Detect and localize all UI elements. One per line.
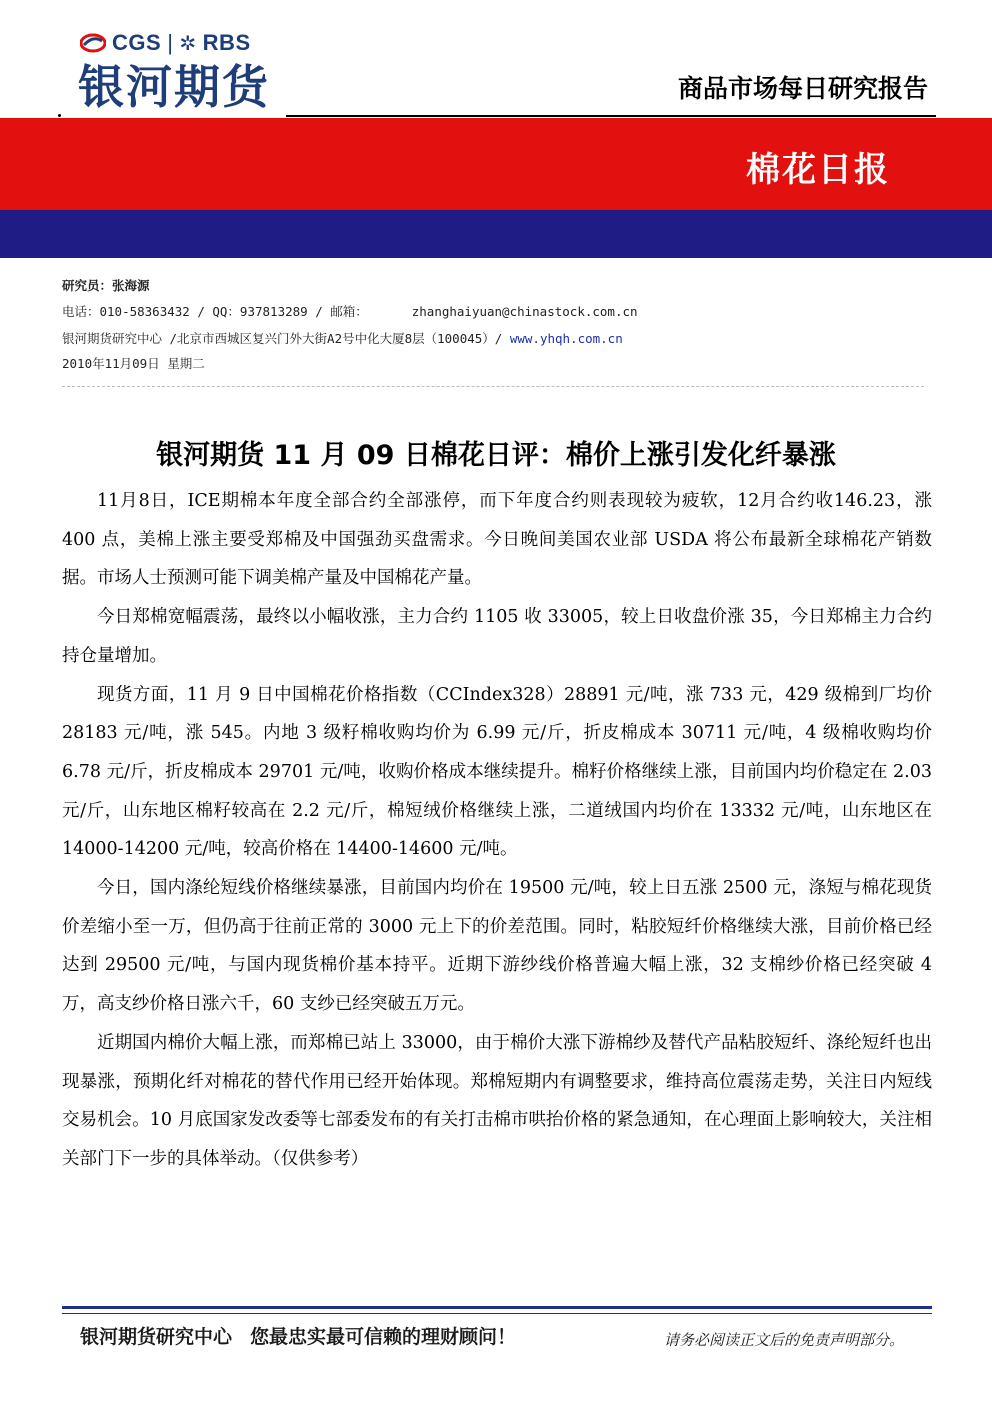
- contact-prefix: 电话：010-58363432 / QQ：937813289 / 邮箱：: [62, 304, 368, 319]
- rbs-daisy-icon: ✲: [179, 32, 197, 55]
- article-body: [62, 482, 932, 1179]
- paragraph: 今日郑棉宽幅震荡，最终以小幅收涨，主力合约 1105 收 33005，较上日收盘价涨 35，今日郑棉主力合约持仓量增加。: [62, 607, 932, 666]
- footer-slogan: [80, 1322, 516, 1352]
- address-line: [62, 330, 623, 348]
- paragraph: 近期国内棉价大幅上涨，而郑棉已站上 33000，由于棉价大涨下游棉纱及替代产品粘胶短纤、涤纶短纤也出现暴涨，预期化纤对棉花的替代作用已经开始体现。郑棉短期内有调整要求，维持高位震荡走势，关注日内短线交易机会。10 月底国家发改委等七部委发布的有关打击棉市哄抬价格的紧急通知，在心理面上影响较大，关注相关部门下一步的具体举动。（仅供参考）: [62, 1032, 932, 1169]
- header-rule: [286, 115, 936, 117]
- email-link[interactable]: zhanghaiyuan@chinastock.com.cn: [411, 304, 638, 319]
- footer-disclaimer: 请务必阅读正文后的免责声明部分。: [663, 1331, 904, 1349]
- website-link[interactable]: www.yhqh.com.cn: [509, 331, 623, 346]
- logo-separator: |: [167, 30, 174, 55]
- brand-name: 银河期货: [78, 60, 270, 114]
- footer-rule-thin: [62, 1313, 932, 1314]
- info-divider: [62, 386, 924, 387]
- address-prefix: 银河期货研究中心 /北京市西城区复兴门外大街A2号中化大厦8层（100045）/: [62, 331, 510, 346]
- cgs-rbs-logo: [80, 30, 251, 56]
- navy-banner: [0, 210, 992, 258]
- paragraph: 11月8日，ICE期棉本年度全部合约全部涨停，而下年度合约则表现较为疲软，12月合约收146.23，涨 400 点，美棉上涨主要受郑棉及中国强劲买盘需求。今日晚间美国农业部 USDA 将公布最新全球棉花产销数据。市场人士预测可能下调美棉产量及中国棉花产量。: [62, 491, 932, 589]
- logo-rbs-text: RBS: [202, 30, 251, 55]
- paragraph: 今日，国内涤纶短线价格继续暴涨，目前国内均价在 19500 元/吨，较上日五涨 2500 元，涤短与棉花现货价差缩小至一万，但仍高于往前正常的 3000 元上下的价差范围。同时，粘胶短纤价格继续大涨，目前价格已经达到 29500 元/吨，与国内现货棉价基本持平。近期下游纱线价格普遍大幅上涨，32 支棉纱价格已经突破 4 万，高支纱价格日涨六千，60 支纱已经突破五万元。: [62, 878, 932, 1015]
- logo-cgs-text: CGS: [112, 30, 162, 55]
- footer-slogan-text: 您最忠实最可信赖的理财顾问！: [250, 1326, 517, 1348]
- paragraph: 现货方面，11 月 9 日中国棉花价格指数（CCIndex328）28891 元/吨，涨 733 元，429 级棉到厂均价 28183 元/吨，涨 545。内地 3 级籽棉收购均价为 6.99 元/斤，折皮棉成本 30711 元/吨，4 级棉收购均价 6.78 元/斤，折皮棉成本 29701 元/吨，收购价格成本继续提升。棉籽价格继续上涨，目前国内均价稳定在 2.03 元/斤，山东地区棉籽较高在 2.2 元/斤，棉短绒价格继续上涨，二道绒国内均价在 13332 元/吨，山东地区在 14000-14200 元/吨，较高价格在 14400-14600 元/吨。: [62, 684, 932, 860]
- report-type: 商品市场每日研究报告: [677, 74, 928, 103]
- cgs-swirl-icon: [80, 33, 106, 53]
- footer-org: 银河期货研究中心: [80, 1326, 233, 1348]
- contact-line: [62, 303, 638, 321]
- researcher-name: 研究员：张海源: [62, 278, 150, 293]
- report-date: 2010年11月09日 星期二: [62, 356, 205, 371]
- banner-title: 棉花日报: [746, 150, 890, 190]
- header-dot: [58, 114, 61, 117]
- footer-rule: [62, 1306, 932, 1309]
- article-title: 银河期货 11 月 09 日棉花日评：棉价上涨引发化纤暴涨: [156, 440, 836, 471]
